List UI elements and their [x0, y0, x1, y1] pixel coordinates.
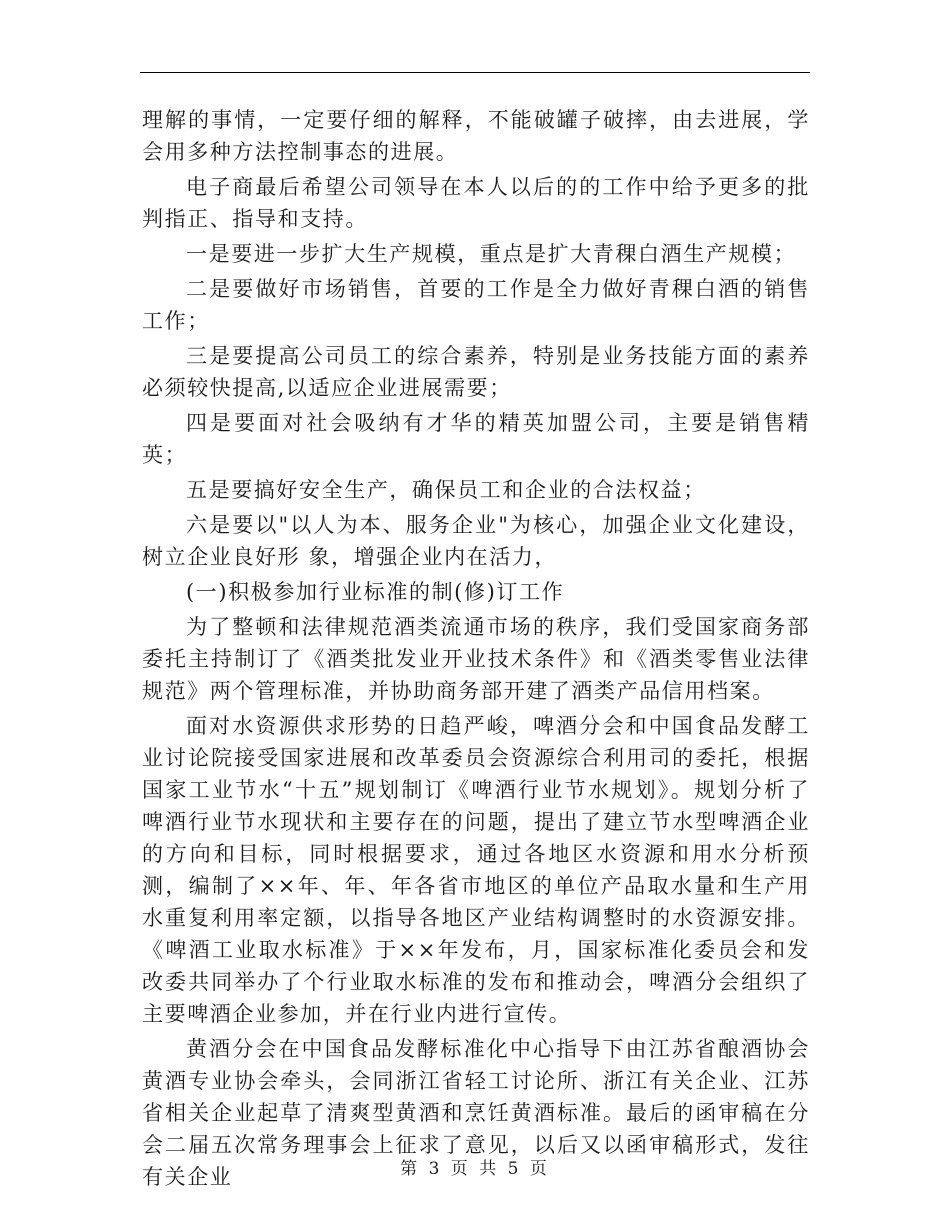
paragraph-8: 六是要以"以人为本、服务企业"为核心，加强企业文化建设，树立企业良好形 象，增强企业内在活力，	[142, 513, 810, 569]
header-rule	[140, 72, 810, 73]
paragraph-1: 理解的事情，一定要仔细的解释，不能破罐子破摔，由去进展，学会用多种方法控制事态的进展。	[142, 108, 810, 164]
paragraph-6: 四是要面对社会吸纳有才华的精英加盟公司，主要是销售精英；	[142, 411, 810, 467]
paragraph-11: 面对水资源供求形势的日趋严峻，啤酒分会和中国食品发酵工业讨论院接受国家进展和改革委员会资源综合利用司的委托，根据国家工业节水“十五”规划制订《啤酒行业节水规划》。规划分析了啤酒行业节水现状和主要存在的问题，提出了建立节水型啤酒企业的方向和目标，同时根据要求，通过各地区水资源和用水分析预测，编制了××年、年、年各省市地区的单位产品取水量和生产用水重复利用率定额，以指导各地区产业结构调整时的水资源安排。《啤酒工业取水标准》于××年发布，月，国家标准化委员会和发改委共同举办了个行业取水标准的发布和推动会，啤酒分会组织了主要啤酒企业参加，并在行业内进行宣传。	[142, 714, 810, 1026]
document-body	[142, 104, 810, 1196]
paragraph-7: 五是要搞好安全生产，确保员工和企业的合法权益；	[186, 478, 706, 502]
paragraph-12: 黄酒分会在中国食品发酵标准化中心指导下由江苏省酿酒协会黄酒专业协会牵头，会同浙江省轻工讨论所、浙江有关企业、江苏省相关企业起草了清爽型黄酒和烹饪黄酒标准。最后的函审稿在分会二届五次常务理事会上征求了意见，以后又以函审稿形式，发往有关企业	[142, 1037, 810, 1189]
page-number-footer: 第 3 页 共 5 页	[400, 1159, 550, 1179]
paragraph-5: 三是要提高公司员工的综合素养，特别是业务技能方面的素养必须较快提高,以适应企业进展需要；	[142, 344, 810, 400]
paragraph-4: 二是要做好市场销售，首要的工作是全力做好青稞白酒的销售工作；	[142, 277, 810, 333]
paragraph-10: 为了整顿和法律规范酒类流通市场的秩序，我们受国家商务部委托主持制订了《酒类批发业开业技术条件》和《酒类零售业法律规范》两个管理标准，并协助商务部开建了酒类产品信用档案。	[142, 615, 810, 703]
paragraph-3: 一是要进一步扩大生产规模，重点是扩大青稞白酒生产规模；	[186, 242, 797, 266]
paragraph-2: 电子商最后希望公司领导在本人以后的的工作中给予更多的批判指正、指导和支持。	[142, 175, 810, 231]
section-heading: (一)积极参加行业标准的制(修)订工作	[186, 580, 565, 604]
